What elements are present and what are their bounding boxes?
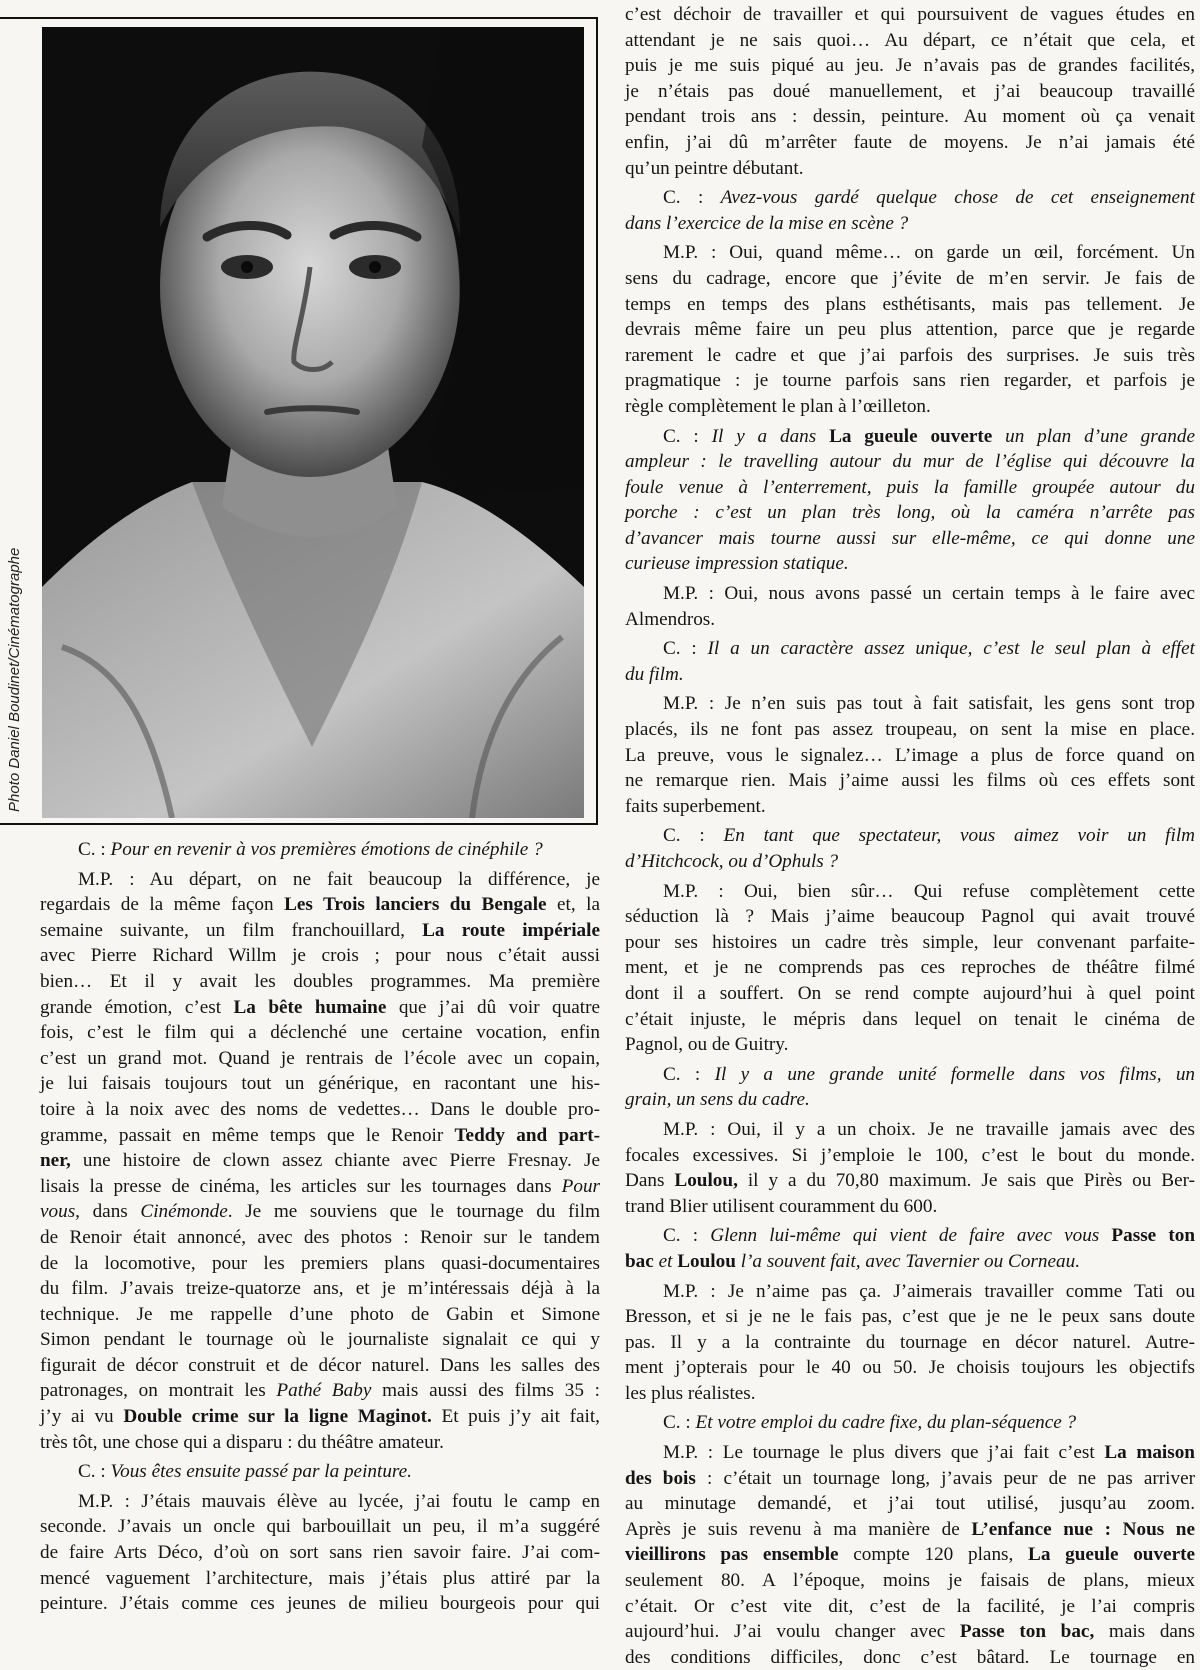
question-text: d’avancer mais tourne aussi sur elle-même, ce qui donne une bbox=[625, 527, 1195, 549]
body-text: pas. Il y a la contrainte du tournage en décor naturel. Autre- bbox=[625, 1331, 1195, 1353]
text-line bbox=[625, 130, 1195, 156]
text-line bbox=[625, 636, 1195, 662]
portrait-photo bbox=[42, 27, 584, 818]
body-text: faits superbement. bbox=[625, 795, 766, 817]
text-line bbox=[40, 837, 600, 863]
body-text: C. : bbox=[78, 1461, 111, 1483]
text-line bbox=[625, 904, 1195, 930]
text-line bbox=[625, 981, 1195, 1007]
text-line bbox=[625, 1466, 1195, 1492]
text-line bbox=[625, 1304, 1195, 1330]
body-text: M.P. : Je n’aime pas ça. J’aimerais travailler comme Tati ou bbox=[663, 1280, 1195, 1302]
body-text: focales excessives. Si j’emploie le 100, c’est le bout du monde. bbox=[625, 1144, 1195, 1166]
film-title: vieillirons pas ensemble bbox=[625, 1544, 839, 1566]
text-line bbox=[625, 317, 1195, 343]
question-text: un plan d’une grande bbox=[992, 425, 1195, 447]
text-line bbox=[40, 1276, 600, 1302]
text-line bbox=[625, 930, 1195, 956]
text-line bbox=[625, 266, 1195, 292]
question-text: Pour bbox=[561, 1175, 600, 1197]
text-line bbox=[625, 1168, 1195, 1194]
text-line bbox=[40, 1327, 600, 1353]
portrait-image bbox=[42, 27, 584, 818]
text-line bbox=[40, 1251, 600, 1277]
text-line bbox=[625, 79, 1195, 105]
body-text: très tôt, une chose qui a disparu : du théâtre amateur. bbox=[40, 1431, 444, 1453]
text-line bbox=[625, 53, 1195, 79]
body-text: M.P. : Oui, quand même… on garde un œil, forcément. Un bbox=[663, 242, 1195, 264]
body-text: seulement 80. A l’époque, moins je faisais de plans, mieux bbox=[625, 1570, 1195, 1592]
text-line bbox=[625, 1517, 1195, 1543]
body-text: M.P. : Je n’en suis pas tout à fait satisfait, les gens sont trop bbox=[663, 693, 1195, 715]
body-text: une histoire de clown assez chiante avec Pierre Fresnay. Je bbox=[70, 1150, 600, 1172]
text-line bbox=[625, 1542, 1195, 1568]
text-line bbox=[40, 1591, 600, 1617]
film-title: La bête humaine bbox=[233, 996, 387, 1018]
body-text: Pagnol, ou de Guitry. bbox=[625, 1034, 789, 1056]
text-line bbox=[625, 1594, 1195, 1620]
body-text: de faire Arts Déco, d’où on sort sans rien savoir faire. J’ai com- bbox=[40, 1542, 600, 1564]
text-line bbox=[625, 1491, 1195, 1517]
article-column-right bbox=[625, 2, 1195, 1670]
text-line bbox=[40, 1225, 600, 1251]
text-line bbox=[40, 995, 600, 1021]
body-text: de la locomotive, pour les premiers plans quasi-documentaires bbox=[40, 1252, 600, 1274]
body-text: . Je me souviens que le tournage du film bbox=[227, 1201, 600, 1223]
body-text: patronages, on montrait les bbox=[40, 1380, 277, 1402]
text-line bbox=[625, 1355, 1195, 1381]
question-text: dans l’exercice de la mise en scène ? bbox=[625, 212, 909, 234]
text-line bbox=[625, 1568, 1195, 1594]
body-text: ment j’opterais pour le 40 ou 50. Je choisis toujours les objectifs bbox=[625, 1357, 1195, 1379]
text-line bbox=[625, 823, 1195, 849]
question-text: d’Hitchcock, ou d’Ophuls ? bbox=[625, 851, 839, 872]
text-line bbox=[625, 691, 1195, 717]
body-text: technique. Je me rappelle d’une photo de Gabin et Simone bbox=[40, 1303, 600, 1325]
body-text: que j’ai dû voir quatre bbox=[386, 996, 600, 1018]
question-text: Il a un caractère assez unique, c’est le seul plan à effet bbox=[707, 638, 1195, 660]
body-text: C. : bbox=[663, 825, 724, 847]
question-text: Avez-vous gardé quelque chose de cet enseignement bbox=[720, 187, 1195, 209]
body-text: mencé vaguement l’architecture, mais j’étais plus attiré par la bbox=[40, 1567, 600, 1589]
body-text: M.P. : Au départ, on ne fait beaucoup la différence, je bbox=[78, 868, 600, 890]
text-line bbox=[625, 1410, 1195, 1436]
body-text: M.P. : Oui, nous avons passé un certain temps à le faire avec bbox=[663, 583, 1195, 605]
body-text: des conditions difficiles, donc c’est bâtard. Le tournage en bbox=[625, 1646, 1195, 1668]
photo-credit: Photo Daniel Boudinet/Cinématographe bbox=[6, 547, 23, 812]
body-text: puis je me suis piqué au jeu. Je n’avais pas de grandes facilités, bbox=[625, 55, 1195, 77]
text-line bbox=[40, 1540, 600, 1566]
film-title: Passe ton bbox=[1111, 1225, 1195, 1247]
body-text: temps en temps des plans esthétisants, mais pas tellement. Je bbox=[625, 293, 1195, 315]
text-line bbox=[40, 1071, 600, 1097]
question-text: En tant que spectateur, vous aimez voir un film bbox=[723, 825, 1196, 847]
question-text: ampleur : le travelling autour du mur de l’église qui découvre la bbox=[625, 451, 1195, 473]
text-line bbox=[625, 394, 1195, 420]
text-line bbox=[40, 867, 600, 893]
text-line bbox=[625, 768, 1195, 794]
body-text: mais dans bbox=[1094, 1621, 1195, 1643]
text-line bbox=[625, 662, 1195, 688]
body-text: fois, c’est le film qui a déclenché une certaine vocation, enfin bbox=[40, 1022, 600, 1044]
text-line bbox=[40, 1302, 600, 1328]
text-line bbox=[625, 500, 1195, 526]
text-line bbox=[625, 743, 1195, 769]
body-text: Almendros. bbox=[625, 608, 716, 630]
text-line bbox=[625, 1223, 1195, 1249]
text-line bbox=[625, 185, 1195, 211]
body-text: placés, ils ne font pas assez troupeau, on sent la mise en place. bbox=[625, 719, 1195, 741]
body-text: C. : bbox=[663, 1412, 696, 1434]
film-title: Double crime sur la ligne Maginot. bbox=[123, 1406, 432, 1428]
body-text: C. : bbox=[78, 839, 111, 860]
film-title: La route impériale bbox=[422, 919, 600, 941]
body-text: les plus réalistes. bbox=[625, 1382, 756, 1404]
body-text: du film. J’avais treize-quatorze ans, et je m’intéressais déjà à la bbox=[40, 1278, 600, 1300]
text-line bbox=[625, 1087, 1195, 1113]
text-line bbox=[40, 1148, 600, 1174]
body-text: séduction là ? Mais j’aime beaucoup Pagnol qui avait trouvé bbox=[625, 906, 1195, 928]
text-line bbox=[40, 1097, 600, 1123]
body-text: ment, et je ne comprends pas ces reproches de théâtre filmé bbox=[625, 957, 1195, 979]
body-text: gramme, passait en même temps que le Renoir bbox=[40, 1124, 455, 1146]
text-line bbox=[625, 1381, 1195, 1407]
text-line bbox=[625, 211, 1195, 237]
question-text: du film. bbox=[625, 663, 684, 685]
body-text: C. : bbox=[663, 1063, 715, 1085]
body-text: attendant je ne sais quoi… Au départ, ce n’était que cela, et bbox=[625, 29, 1195, 51]
body-text: compte 120 plans, bbox=[838, 1544, 1029, 1566]
question-text: vous bbox=[40, 1201, 76, 1223]
body-text: seconde. J’avais un oncle qui barbouillait un peu, il m’a suggéré bbox=[40, 1516, 600, 1538]
body-text: il y a du 70,80 maximum. Je sais que Pirès ou Ber- bbox=[737, 1170, 1195, 1192]
body-text: c’est un grand mot. Quand je rentrais de l’école avec un copain, bbox=[40, 1047, 600, 1069]
text-line bbox=[625, 1117, 1195, 1143]
body-text: de Renoir était annoncé, avec des photos : Renoir sur le tandem bbox=[40, 1226, 600, 1248]
question-text: curieuse impression statique. bbox=[625, 553, 849, 575]
text-line bbox=[625, 581, 1195, 607]
text-line bbox=[40, 918, 600, 944]
body-text: grande émotion, c’est bbox=[40, 996, 234, 1018]
text-line bbox=[625, 1032, 1195, 1058]
body-text: et, la bbox=[546, 894, 600, 916]
text-line bbox=[625, 449, 1195, 475]
body-text: aujourd’hui. J’ai voulu changer avec bbox=[625, 1621, 960, 1643]
text-line bbox=[625, 28, 1195, 54]
body-text: enfin, j’ai dû m’arrêter faute de moyens. Je n’ai jamais été bbox=[625, 131, 1195, 153]
body-text: semaine suivante, un film franchouillard, bbox=[40, 919, 423, 941]
film-title: Teddy and part- bbox=[454, 1124, 601, 1146]
text-line bbox=[40, 1046, 600, 1072]
body-text: rarement le cadre et que j’ai parfois des surprises. Je suis très bbox=[625, 344, 1195, 366]
body-text: lisais la presse de cinéma, les articles sur les tournages dans bbox=[40, 1175, 562, 1197]
text-line bbox=[40, 1378, 600, 1404]
text-line bbox=[625, 424, 1195, 450]
text-line bbox=[625, 879, 1195, 905]
body-text: pragmatique : je tourne parfois sans rien regarder, et parfois je bbox=[625, 370, 1195, 392]
text-line bbox=[625, 475, 1195, 501]
text-line bbox=[625, 1194, 1195, 1220]
question-text: Glenn lui-même qui vient de faire avec vous bbox=[710, 1225, 1112, 1247]
text-line bbox=[40, 892, 600, 918]
body-text: mais aussi des films 35 : bbox=[371, 1380, 601, 1402]
text-line bbox=[40, 1199, 600, 1225]
body-text: j’y ai vu bbox=[40, 1406, 124, 1428]
text-line bbox=[625, 1062, 1195, 1088]
body-text: au minutage demandé, et j’ai tout utilisé, jusqu’au zoom. bbox=[625, 1493, 1195, 1515]
article-column-left bbox=[40, 833, 600, 1617]
text-line bbox=[40, 1404, 600, 1430]
text-line bbox=[625, 1143, 1195, 1169]
body-text: devrais même faire un peu plus attention, parce que je regarde bbox=[625, 319, 1195, 341]
body-text: trand Blier utilisent couramment du 600. bbox=[625, 1195, 938, 1217]
text-line bbox=[625, 343, 1195, 369]
question-text: Vous êtes ensuite passé par la peinture. bbox=[110, 1461, 412, 1483]
body-text: , dans bbox=[75, 1201, 141, 1223]
text-line bbox=[40, 1430, 600, 1456]
text-line bbox=[625, 156, 1195, 182]
text-line bbox=[625, 1249, 1195, 1275]
body-text: La preuve, vous le signalez… L’image a plus de force quand on bbox=[625, 744, 1195, 766]
film-title: Passe ton bac, bbox=[959, 1621, 1095, 1643]
text-line bbox=[625, 526, 1195, 552]
body-text: pour ses histoires un cadre très simple, leur convenant parfaite- bbox=[625, 931, 1195, 953]
text-line bbox=[625, 1645, 1195, 1670]
body-text: regardais de la même façon bbox=[40, 894, 285, 916]
text-line bbox=[625, 1279, 1195, 1305]
text-line bbox=[625, 955, 1195, 981]
question-text: foule venue à l’enterrement, puis la famille groupée autour du bbox=[625, 476, 1195, 498]
question-text: Pour en revenir à vos premières émotions de cinéphile ? bbox=[110, 839, 543, 860]
text-line bbox=[40, 1174, 600, 1200]
body-text: Simon pendant le tournage où le journaliste signalait ce qui y bbox=[40, 1329, 600, 1351]
text-line bbox=[625, 2, 1195, 28]
question-text: Il y a une grande unité formelle dans vos films, un bbox=[714, 1063, 1196, 1085]
body-text: sens du cadrage, encore que j’évite de m’en servir. Je fais de bbox=[625, 267, 1195, 289]
body-text: M.P. : Le tournage le plus divers que j’ai fait c’est bbox=[663, 1442, 1105, 1464]
body-text: C. : bbox=[663, 1225, 711, 1247]
body-text: M.P. : Oui, bien sûr… Qui refuse complètement cette bbox=[663, 880, 1195, 902]
question-text: Il y a dans bbox=[711, 425, 830, 447]
text-line bbox=[40, 1020, 600, 1046]
text-line bbox=[625, 794, 1195, 820]
text-line bbox=[40, 1123, 600, 1149]
question-text: et bbox=[653, 1250, 678, 1272]
film-title: ner, bbox=[40, 1150, 71, 1172]
body-text: M.P. : Oui, il y a un choix. Je ne travaille jamais avec des bbox=[663, 1118, 1195, 1140]
body-text: je lui faisais toujours tout un générique, en racontant une his- bbox=[40, 1073, 600, 1095]
film-title: Loulou, bbox=[674, 1170, 738, 1192]
body-text: je n’étais pas doué manuellement, et j’ai beaucoup travaillé bbox=[625, 80, 1195, 102]
text-line bbox=[625, 1440, 1195, 1466]
text-line bbox=[40, 1514, 600, 1540]
body-text: Dans bbox=[625, 1170, 675, 1192]
body-text: Après je suis revenu à ma manière de bbox=[625, 1518, 972, 1540]
body-text: Et puis j’y ait fait, bbox=[431, 1406, 600, 1428]
text-line bbox=[40, 943, 600, 969]
text-line bbox=[40, 1489, 600, 1515]
body-text: peinture. J’étais comme ces jeunes de milieu bourgeois pour qui bbox=[40, 1593, 600, 1615]
text-line bbox=[625, 607, 1195, 633]
body-text: Bresson, et si je ne le fais pas, c’est que je ne le peux sans doute bbox=[625, 1306, 1195, 1328]
body-text: C. : bbox=[663, 187, 721, 209]
text-line bbox=[625, 368, 1195, 394]
text-line bbox=[625, 240, 1195, 266]
film-title: La gueule ouverte bbox=[1028, 1544, 1196, 1566]
film-title: bac bbox=[625, 1250, 654, 1272]
text-line bbox=[40, 1459, 600, 1485]
text-line bbox=[625, 1007, 1195, 1033]
body-text: M.P. : J’étais mauvais élève au lycée, j’ai foutu le camp en bbox=[78, 1490, 600, 1512]
text-line bbox=[625, 104, 1195, 130]
body-text: dont il a souffert. On se rend compte aujourd’hui à quel point bbox=[625, 982, 1195, 1004]
film-title: L’enfance nue : Nous ne bbox=[971, 1518, 1195, 1540]
text-line bbox=[40, 1566, 600, 1592]
question-text: Cinémonde bbox=[140, 1201, 228, 1223]
body-text: C. : bbox=[663, 425, 712, 447]
body-text: toire à la noix avec des noms de vedettes… Dans le double pro- bbox=[40, 1098, 600, 1120]
film-title: La maison bbox=[1104, 1442, 1195, 1464]
text-line bbox=[625, 849, 1195, 875]
body-text: C. : bbox=[663, 638, 708, 660]
text-line bbox=[40, 1353, 600, 1379]
question-text: Pathé Baby bbox=[276, 1380, 372, 1402]
text-line bbox=[625, 551, 1195, 577]
body-text: avec Pierre Richard Willm je crois ; pour nous c’était aussi bbox=[40, 945, 600, 967]
question-text: porche : c’est un plan très long, où la caméra n’arrête pas bbox=[625, 502, 1195, 524]
film-title: des bois bbox=[625, 1467, 696, 1489]
question-text: grain, un sens du cadre. bbox=[625, 1089, 810, 1111]
text-line bbox=[625, 717, 1195, 743]
body-text: figurait de décor construit et de décor naturel. Dans les salles des bbox=[40, 1354, 600, 1376]
body-text: c’était. Or c’est vite dit, c’est de la facilité, je l’ai compris bbox=[625, 1595, 1195, 1617]
text-line bbox=[625, 1619, 1195, 1645]
body-text: ne remarque rien. Mais j’aime aussi les films où ces effets sont bbox=[625, 770, 1195, 792]
body-text: pendant trois ans : dessin, peinture. Au moment où ça venait bbox=[625, 106, 1195, 128]
body-text: c’est déchoir de travailler et qui poursuivent de vagues études en bbox=[625, 4, 1195, 25]
text-line bbox=[625, 292, 1195, 318]
film-title: La gueule ouverte bbox=[829, 425, 993, 447]
body-text: : c’était un tournage long, j’avais peur de ne pas arriver bbox=[695, 1467, 1195, 1489]
body-text: c’était injuste, le mépris dans lequel on tenait le cinéma de bbox=[625, 1008, 1195, 1030]
text-line bbox=[625, 1330, 1195, 1356]
question-text: l’a souvent fait, avec Tavernier ou Corneau. bbox=[735, 1250, 1080, 1272]
question-text: Et votre emploi du cadre fixe, du plan-séquence ? bbox=[695, 1412, 1077, 1434]
body-text: règle complètement le plan à l’œilleton. bbox=[625, 395, 931, 417]
film-title: Loulou bbox=[677, 1250, 736, 1272]
body-text: qu’un peintre débutant. bbox=[625, 157, 804, 179]
body-text: bien… Et il y avait les doubles programmes. Ma première bbox=[40, 970, 600, 992]
film-title: Les Trois lanciers du Bengale bbox=[284, 894, 547, 916]
text-line bbox=[40, 969, 600, 995]
